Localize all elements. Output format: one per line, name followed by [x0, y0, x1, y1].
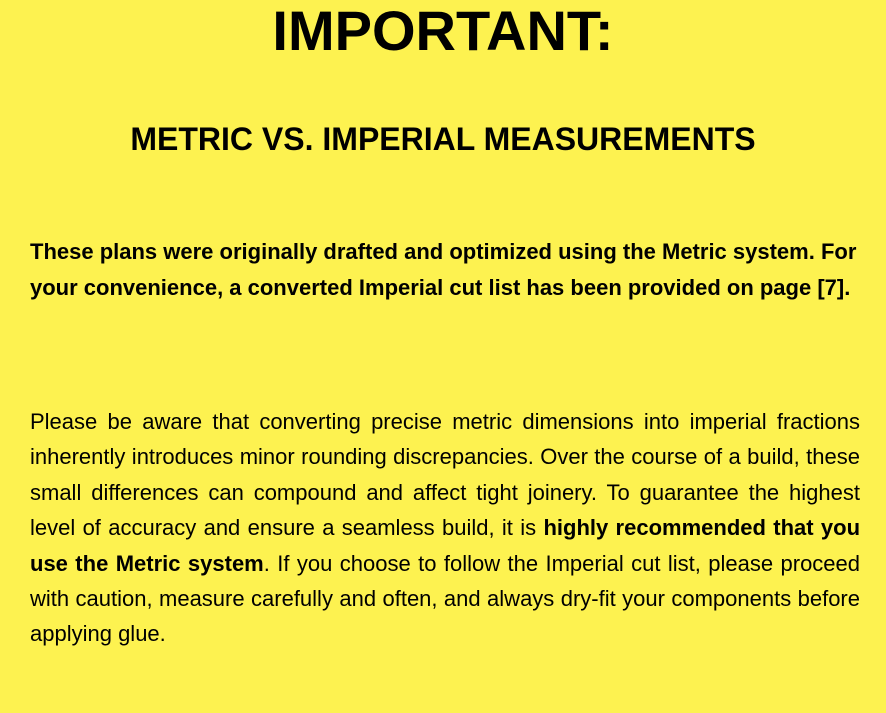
body-emphasis: highly recommended that you use the Metric system — [30, 515, 861, 576]
body-text-part-1: Please be aware that converting precise metric dimensions into imperial fractions inherently introduces minor rounding discrepancies. Over the course of a build, these small differences can compound and affect tight joinery. To guarantee the highest level of accuracy and ensure a seamless build, it is — [30, 409, 860, 541]
intro-paragraph: These plans were originally drafted and optimized using the Metric system. For your convenience, a converted Imperial cut list has been provided on page [7]. — [30, 239, 857, 300]
page-title: IMPORTANT: — [272, 0, 614, 62]
page-subtitle: METRIC VS. IMPERIAL MEASUREMENTS — [130, 121, 756, 157]
body-paragraph — [30, 404, 860, 652]
body-text-part-2: . If you choose to follow the Imperial cut list, please proceed with caution, measure carefully and often, and always dry-fit your components before applying glue. — [30, 550, 861, 647]
